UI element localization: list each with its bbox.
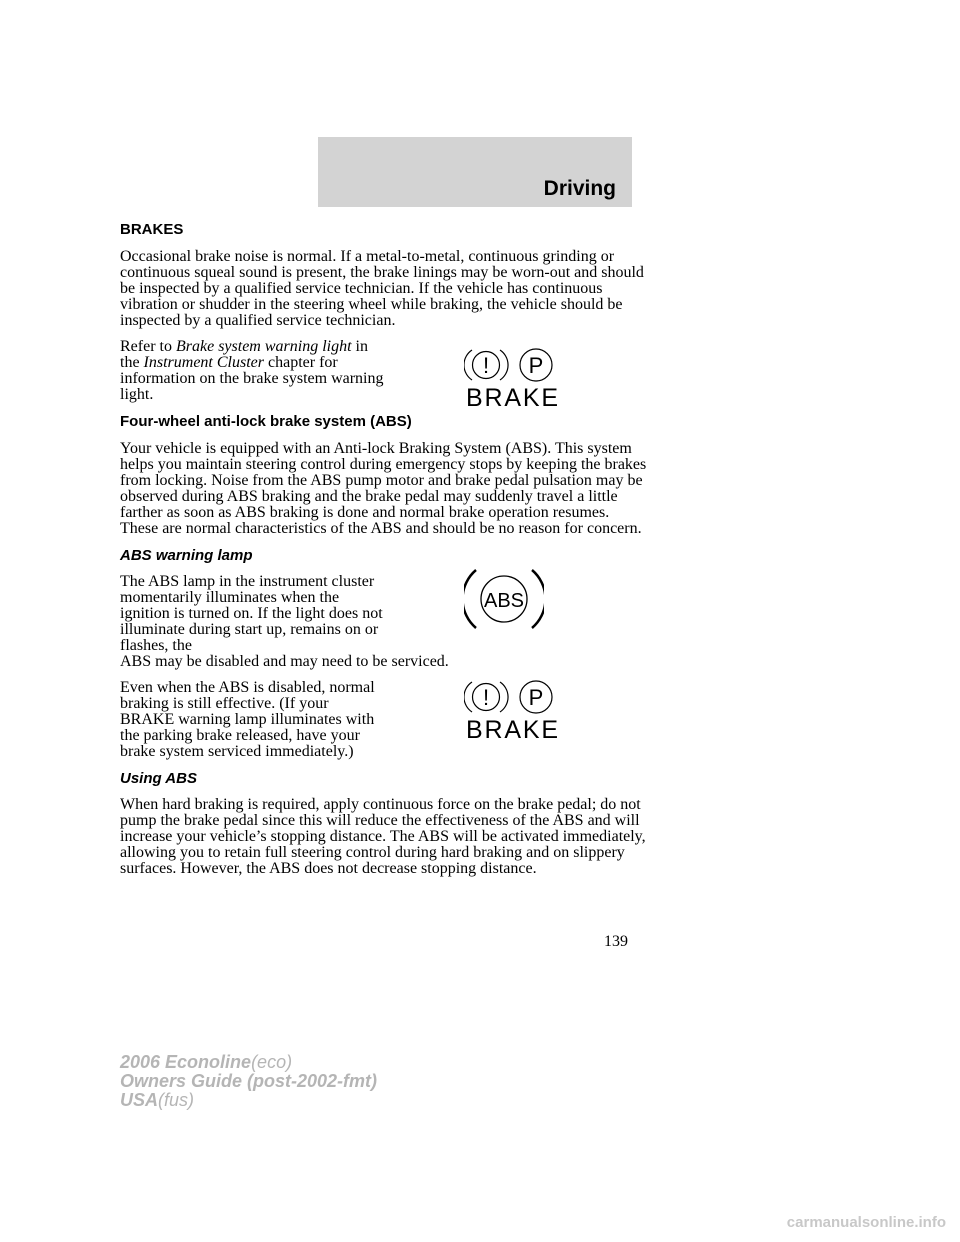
exclaim-glyph: ! <box>482 353 490 378</box>
abs-warning-lamp-heading: ABS warning lamp <box>120 547 253 564</box>
p-glyph-2: P <box>528 685 544 710</box>
p-glyph: P <box>528 353 544 378</box>
using-abs-paragraph: When hard braking is required, apply continuous force on the brake pedal; do not pump the brake pedal since this will reduce the effectiveness of the ABS and will increase your vehicle’s stopping distance. The ABS will be activated immediately, allowing you to retain full steering control during hard braking and on slippery surfaces. However, the ABS does not decrease stopping distance. <box>120 796 646 877</box>
brake-refer-paragraph: Refer to Brake system warning light in the Instrument Cluster chapter for information on the brake system warning light. <box>120 338 384 403</box>
abs-lamp-block <box>120 574 650 670</box>
brake-label: BRAKE <box>466 384 558 409</box>
abs-heading: Four-wheel anti-lock brake system (ABS) <box>120 413 412 430</box>
abs-disabled-paragraph: Even when the ABS is disabled, normal braking is still effective. (If your BRAKE warning lamp illuminates with the parking brake released, have your brake system serviced immediately.) <box>120 679 375 760</box>
using-abs-heading: Using ABS <box>120 770 197 787</box>
abs-disabled-block <box>120 680 650 760</box>
chapter-header-band <box>318 137 632 207</box>
footer-line-3: USA(fus) <box>120 1090 195 1110</box>
chapter-title: Driving <box>543 177 616 200</box>
footer-line-1: 2006 Econoline(eco) <box>120 1052 293 1072</box>
watermark: carmanualsonline.info <box>786 1214 946 1231</box>
brake-refer-block <box>120 338 650 409</box>
page-content <box>120 221 650 887</box>
brakes-heading: BRAKES <box>120 221 184 238</box>
exclaim-glyph-2: ! <box>482 685 490 710</box>
brake-warning-icon-2 <box>464 677 564 745</box>
brakes-paragraph: Occasional brake noise is normal. If a metal-to-metal, continuous grinding or continuous squeal sound is present, the brake linings may be worn-out and should be inspected by a qualified service technician. If the vehicle has continuous vibration or shudder in the steering wheel while braking, the vehicle should be inspected by a qualified service technician. <box>120 248 644 329</box>
abs-paragraph: Your vehicle is equipped with an Anti-lock Braking System (ABS). This system helps you maintain steering control during emergency stops by keeping the brakes from locking. Noise from the ABS pump motor and brake pedal pulsation may be observed during ABS braking and the brake pedal may suddenly travel a little farther as soon as ABS braking is done and normal brake operation resumes. These are normal characteristics of the ABS and should be no reason for concern. <box>120 440 647 537</box>
abs-lamp-text-narrow: The ABS lamp in the instrument cluster momentarily illuminates when the ignition is turned on. If the light does not illuminate during start up, remains on or flashes, the <box>120 573 383 654</box>
abs-lamp-text-tail: ABS may be disabled and may need to be serviced. <box>120 653 449 670</box>
document-footer <box>120 1053 377 1110</box>
abs-warning-icon <box>464 564 544 638</box>
brake-system-warning-light-ref: Brake system warning light <box>175 338 352 355</box>
abs-icon-label: ABS <box>483 590 525 612</box>
footer-line-2: Owners Guide (post-2002-fmt) <box>120 1071 378 1091</box>
page-number: 139 <box>604 933 628 950</box>
brake-label-2: BRAKE <box>466 716 558 741</box>
instrument-cluster-ref: Instrument Cluster <box>143 354 264 371</box>
brake-warning-icon <box>464 345 564 413</box>
